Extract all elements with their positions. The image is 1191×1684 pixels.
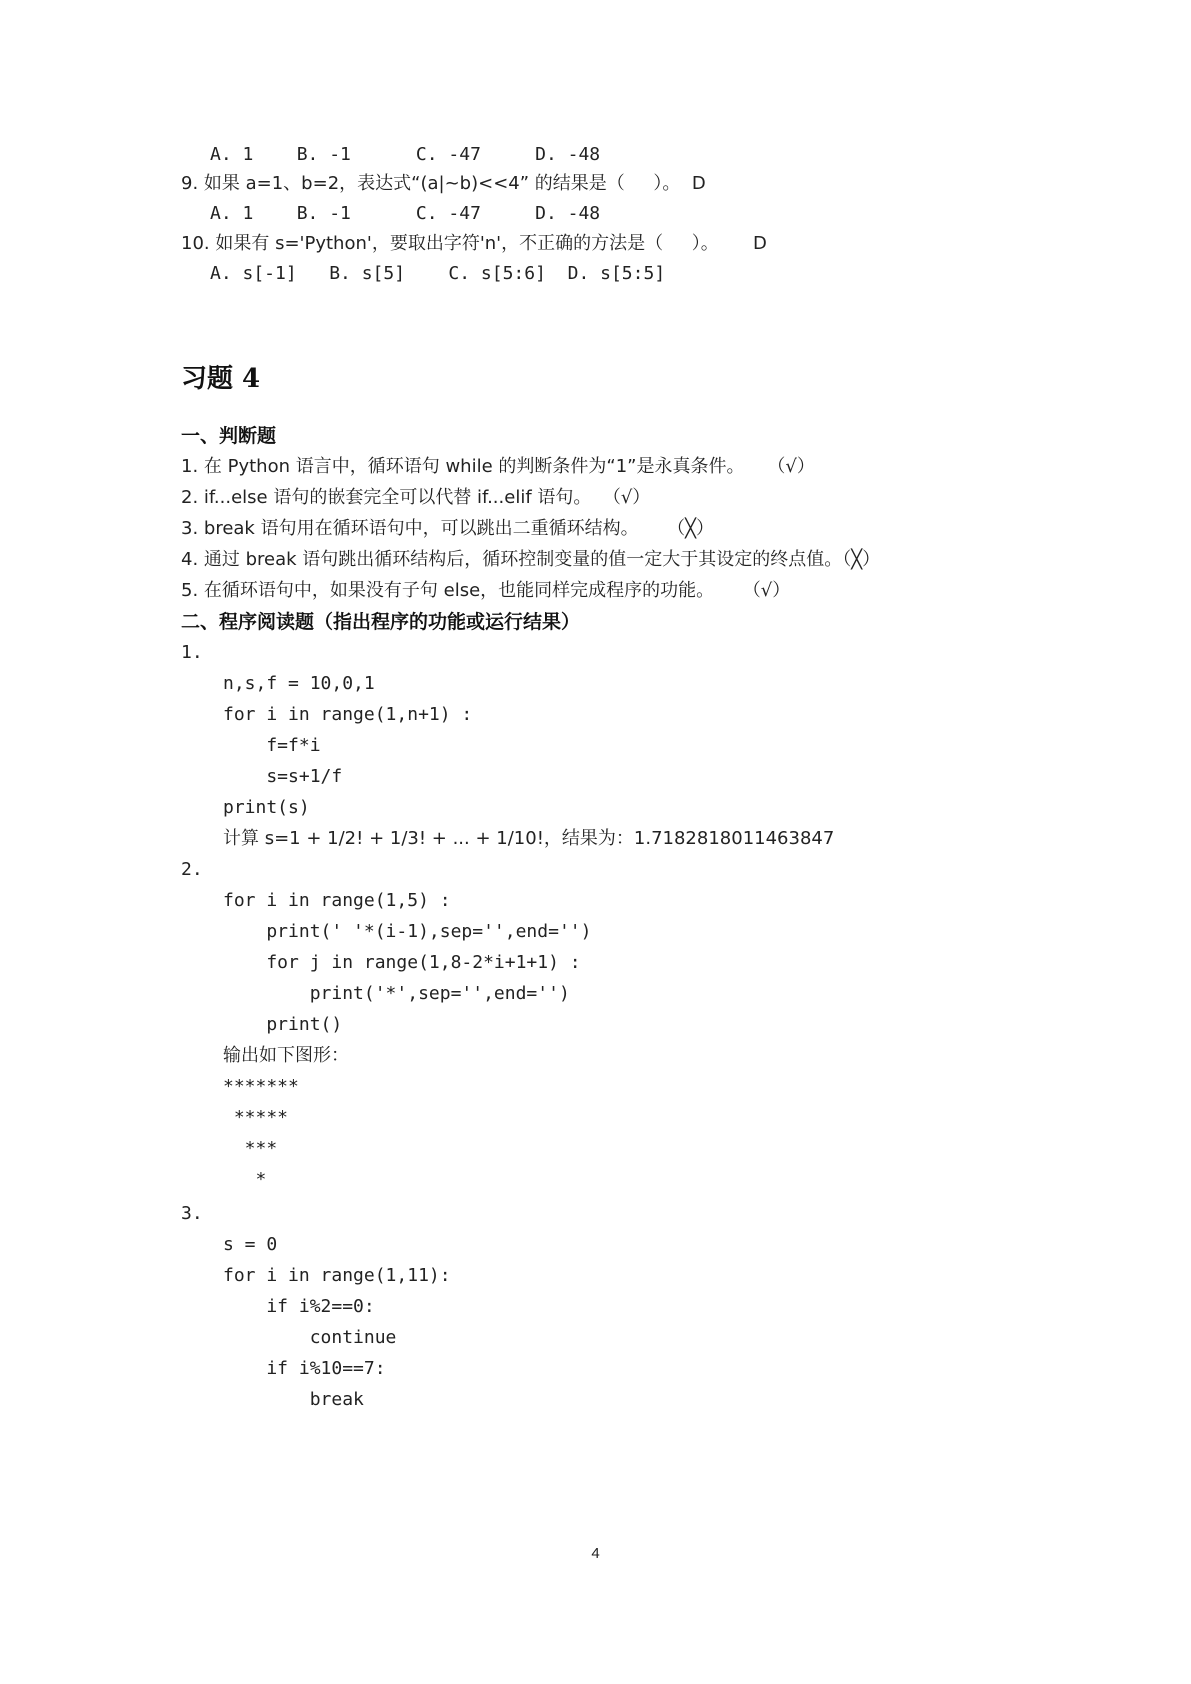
program-answer: 输出如下图形： <box>223 1045 349 1066</box>
q9-options: A. 1 B. -1 C. -47 D. -48 <box>210 203 601 224</box>
code-line: for j in range(1,8-2*i+1+1) : <box>223 952 581 973</box>
code-line: print(s) <box>223 797 310 818</box>
code-line: if i%2==0: <box>223 1296 375 1317</box>
q9-stem: 9. 如果 a=1、b=2，表达式“(a|~b)<<4” 的结果是（ ）。 D <box>181 173 706 194</box>
code-line: break <box>223 1389 364 1410</box>
code-line: n,s,f = 10,0,1 <box>223 673 375 694</box>
program-number: 2. <box>181 859 203 880</box>
code-line: continue <box>223 1327 397 1348</box>
code-line: for i in range(1,5) : <box>223 890 451 911</box>
judge-item: 5. 在循环语句中，如果没有子句 else，也能同样完成程序的功能。 （√） <box>181 580 791 601</box>
code-line: f=f*i <box>223 735 321 756</box>
judge-item: 4. 通过 break 语句跳出循环结构后，循环控制变量的值一定大于其设定的终点值。（╳） <box>181 549 881 570</box>
code-line: print('*',sep='',end='') <box>223 983 570 1004</box>
judge-item: 2. if...else 语句的嵌套完全可以代替 if...elif 语句。 （√） <box>181 487 651 508</box>
figure-line: *** <box>223 1138 278 1159</box>
program-answer: 计算 s=1 + 1/2! + 1/3! + ... + 1/10!，结果为：1.7182818011463847 <box>223 828 835 849</box>
code-line: for i in range(1,11): <box>223 1265 451 1286</box>
code-line: s=s+1/f <box>223 766 343 787</box>
judge-item: 1. 在 Python 语言中，循环语句 while 的判断条件为“1”是永真条件。 （√） <box>181 456 815 477</box>
code-line: for i in range(1,n+1) : <box>223 704 473 725</box>
code-line: if i%10==7: <box>223 1358 386 1379</box>
part2-heading: 二、程序阅读题（指出程序的功能或运行结果） <box>181 611 581 633</box>
code-line: s = 0 <box>223 1234 278 1255</box>
q8-options: A. 1 B. -1 C. -47 D. -48 <box>210 144 601 165</box>
figure-line: ***** <box>223 1107 289 1128</box>
judge-item: 3. break 语句用在循环语句中，可以跳出二重循环结构。 （╳） <box>181 518 715 539</box>
figure-line: ******* <box>223 1076 299 1097</box>
q10-stem: 10. 如果有 s='Python'，要取出字符'n'，不正确的方法是（ ）。 D <box>181 233 767 254</box>
part1-heading: 一、判断题 <box>181 425 277 447</box>
program-number: 3. <box>181 1203 203 1224</box>
page-number: 4 <box>591 1545 600 1562</box>
code-line: print(' '*(i-1),sep='',end='') <box>223 921 592 942</box>
figure-line: * <box>223 1169 267 1190</box>
q10-options: A. s[-1] B. s[5] C. s[5:6] D. s[5:5] <box>210 263 666 284</box>
section-title: 习题 4 <box>181 364 261 394</box>
code-line: print() <box>223 1014 343 1035</box>
program-number: 1. <box>181 642 203 663</box>
